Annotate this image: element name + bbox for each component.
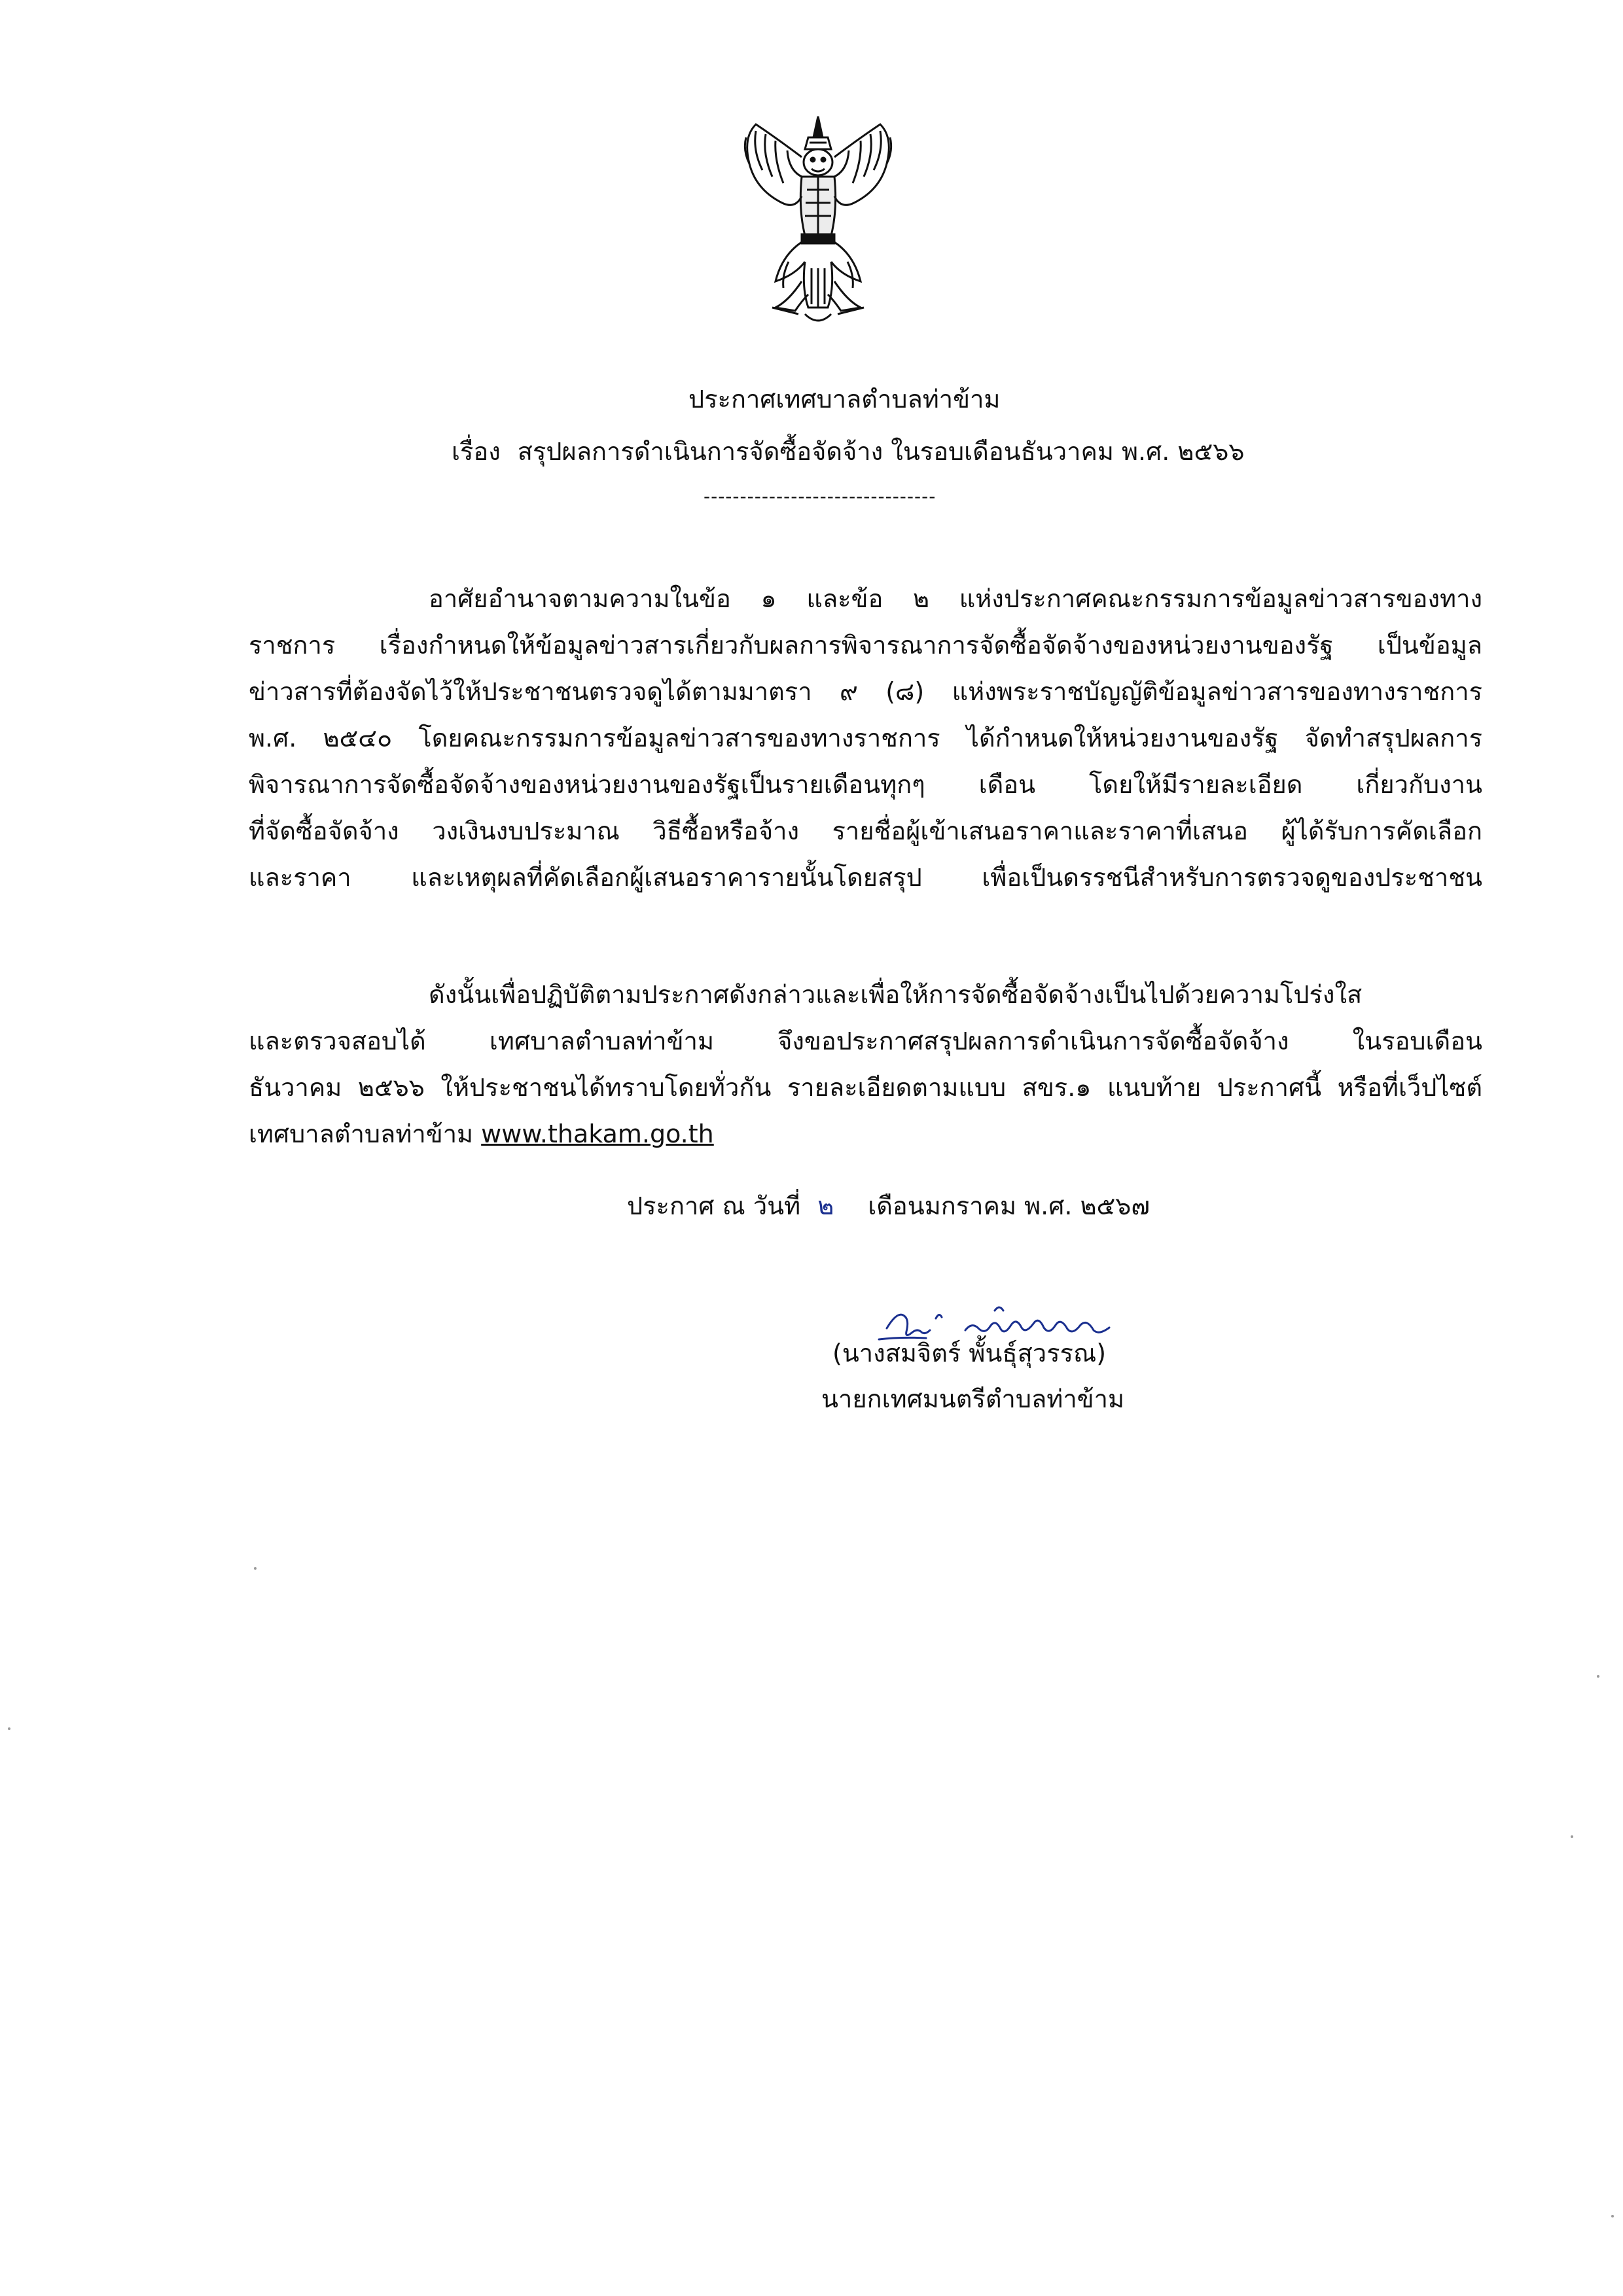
paragraph-1-line: ที่จัดซื้อจัดจ้าง วงเงินงบประมาณ วิธีซื้อหรือจ้าง รายชื่อผู้เข้าเสนอราคาและราคาที่เสนอ ผู้ได้รับการคัดเลือก — [249, 817, 1482, 845]
paragraph-1-line: ราชการ เรื่องกำหนดให้ข้อมูลข่าวสารเกี่ยวกับผลการพิจารณาการจัดซื้อจัดจ้างของหน่วยงานของรัฐ เป็นข้อมูล — [249, 631, 1482, 660]
date-suffix: เดือนมกราคม พ.ศ. ๒๕๖๗ — [868, 1192, 1150, 1220]
scan-speck — [1571, 1835, 1573, 1838]
scan-speck — [8, 1727, 10, 1730]
paragraph-2-last-line — [249, 1116, 714, 1152]
date-prefix: ประกาศ ณ วันที่ — [627, 1192, 801, 1220]
announcement-title: ประกาศเทศบาลตำบลท่าข้าม — [688, 385, 1001, 414]
subject-label: เรื่อง — [452, 437, 501, 466]
paragraph-1-line: ข่าวสารที่ต้องจัดไว้ให้ประชาชนตรวจดูได้ตามมาตรา ๙ (๘) แห่งพระราชบัญญัติข้อมูลข่าวสารของทางราชการ — [249, 677, 1482, 706]
date-day: ๒ — [817, 1192, 834, 1220]
paragraph-1-line: อาศัยอำนาจตามความในข้อ ๑ และข้อ ๒ แห่งประกาศคณะกรรมการข้อมูลข่าวสารของทาง — [429, 584, 1482, 613]
scan-speck — [254, 1567, 257, 1570]
paragraph-1-line: พิจารณาการจัดซื้อจัดจ้างของหน่วยงานของรัฐเป็นรายเดือนทุกๆ เดือน โดยให้มีรายละเอียด เกี่ยวกับงาน — [249, 770, 1482, 799]
announcement-date-line — [627, 1188, 1150, 1224]
subject-line — [452, 433, 1244, 470]
scan-speck — [1597, 1675, 1599, 1678]
subject-text: สรุปผลการดำเนินการจัดซื้อจัดจ้าง ในรอบเดือนธันวาคม พ.ศ. ๒๕๖๖ — [517, 437, 1245, 466]
paragraph-2-last-prefix: เทศบาลตำบลท่าข้าม — [249, 1120, 482, 1148]
signer-name: (นางสมจิตร์ พั้นธุ์สุวรรณ) — [832, 1339, 1107, 1368]
paragraph-2-line: และตรวจสอบได้ เทศบาลตำบลท่าข้าม จึงขอประกาศสรุปผลการดำเนินการจัดซื้อจัดจ้าง ในรอบเดือน — [249, 1027, 1482, 1055]
signer-position: นายกเทศมนตรีตำบลท่าข้าม — [821, 1385, 1125, 1413]
garuda-emblem-icon — [736, 111, 900, 334]
scan-speck — [1611, 2215, 1614, 2217]
paragraph-2-line: ดังนั้นเพื่อปฏิบัติตามประกาศดังกล่าวและเพื่อให้การจัดซื้อจัดจ้างเป็นไปด้วยความโปร่งใส — [429, 980, 1363, 1009]
paragraph-1-line: พ.ศ. ๒๕๔๐ โดยคณะกรรมการข้อมูลข่าวสารของทางราชการ ได้กำหนดให้หน่วยงานของรัฐ จัดทำสรุปผลการ — [249, 724, 1482, 752]
paragraph-1-line: และราคา และเหตุผลที่คัดเลือกผู้เสนอราคารายนั้นโดยสรุป เพื่อเป็นดรรชนีสำหรับการตรวจดูของประชาชน — [249, 863, 1482, 892]
website-link[interactable]: www.thakam.go.th — [481, 1120, 714, 1148]
paragraph-2-line: ธันวาคม ๒๕๖๖ ให้ประชาชนได้ทราบโดยทั่วกัน รายละเอียดตามแบบ สขร.๑ แนบท้าย ประกาศนี้ หรือที่เว็ปไซต์ — [249, 1073, 1482, 1102]
title-divider: -------------------------------- — [704, 486, 936, 507]
